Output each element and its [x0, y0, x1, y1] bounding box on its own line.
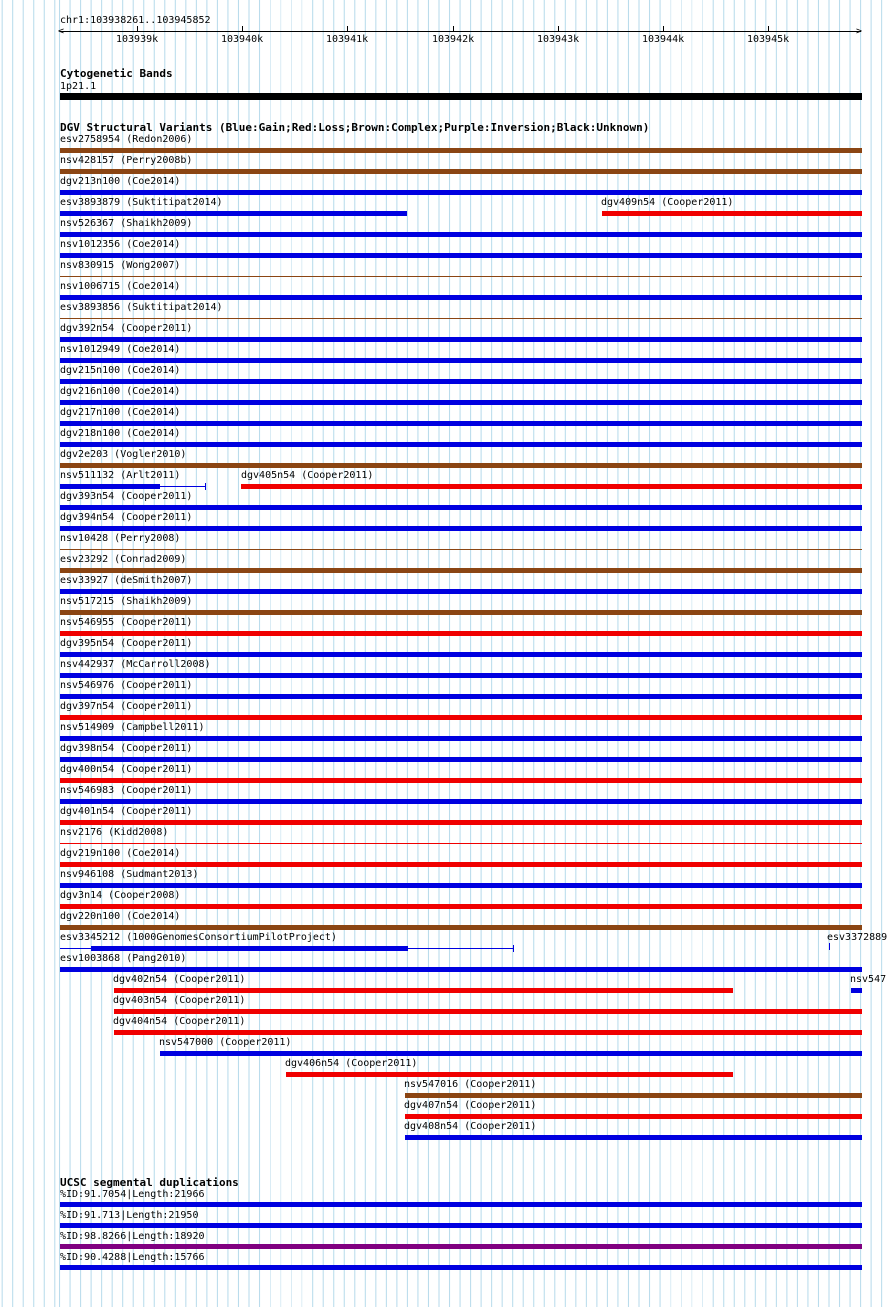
ruler-tick-label: 103944k [642, 34, 685, 45]
variant-label[interactable]: nsv946108 (Sudmant2013) [60, 869, 199, 880]
variant-bar[interactable] [60, 211, 407, 216]
variant-bar[interactable] [60, 904, 862, 909]
variant-bar[interactable] [405, 1135, 862, 1140]
variant-bar[interactable] [60, 549, 862, 550]
variant-label[interactable]: nsv546955 (Cooper2011) [60, 617, 193, 628]
variant-label[interactable]: nsv514909 (Campbell2011) [60, 722, 205, 733]
variant-end-tick [513, 945, 514, 952]
variant-bar[interactable] [60, 463, 862, 468]
variant-bar[interactable] [114, 1030, 862, 1035]
variant-label[interactable]: dgv407n54 (Cooper2011) [404, 1100, 537, 1111]
variant-label[interactable]: nsv546983 (Cooper2011) [60, 785, 193, 796]
variant-bar[interactable] [114, 988, 733, 993]
ruler-tick [558, 26, 559, 32]
cytoband-track-title[interactable]: Cytogenetic Bands [60, 67, 173, 80]
variant-bar[interactable] [60, 799, 862, 804]
variant-label[interactable]: nsv526367 (Shaikh2009) [60, 218, 193, 229]
variant-bar[interactable] [60, 190, 862, 195]
variant-label[interactable]: dgv217n100 (Coe2014) [60, 407, 181, 418]
segdup-bar[interactable] [60, 1223, 862, 1228]
variant-bar[interactable] [114, 1009, 862, 1014]
variant-bar[interactable] [60, 778, 862, 783]
variant-label[interactable]: dgv3n14 (Cooper2008) [60, 890, 181, 901]
variant-bar[interactable] [60, 232, 862, 237]
variant-label[interactable]: nsv517215 (Shaikh2009) [60, 596, 193, 607]
variant-bar[interactable] [60, 421, 862, 426]
variant-label[interactable]: esv3345212 (1000GenomesConsortiumPilotProject) [60, 932, 337, 943]
variant-label[interactable]: dgv394n54 (Cooper2011) [60, 512, 193, 523]
variant-label[interactable]: nsv547016 (Cooper2011) [404, 1079, 537, 1090]
segdup-label[interactable]: %ID:91.7054|Length:21966 [60, 1189, 205, 1200]
variant-bar[interactable] [60, 967, 862, 972]
segdup-bar[interactable] [60, 1265, 862, 1270]
variant-bar[interactable] [60, 715, 862, 720]
dgv-track-title[interactable]: DGV Structural Variants (Blue:Gain;Red:Loss;Brown:Complex;Purple:Inversion;Black:Unknown) [60, 121, 650, 134]
variant-label[interactable]: esv3893856 (Suktitipat2014) [60, 302, 223, 313]
variant-label[interactable]: dgv400n54 (Cooper2011) [60, 764, 193, 775]
variant-label[interactable]: dgv218n100 (Coe2014) [60, 428, 181, 439]
variant-bar[interactable] [60, 526, 862, 531]
variant-label[interactable]: dgv406n54 (Cooper2011) [285, 1058, 418, 1069]
variant-bar[interactable] [60, 673, 862, 678]
variant-bar[interactable] [60, 253, 862, 258]
ruler-left-arrow-icon: < [58, 26, 65, 37]
variant-bar[interactable] [60, 736, 862, 741]
variant-label[interactable]: dgv213n100 (Coe2014) [60, 176, 181, 187]
variant-label[interactable]: dgv220n100 (Coe2014) [60, 911, 181, 922]
variant-bar[interactable] [60, 505, 862, 510]
variant-connector [160, 486, 205, 487]
ruler-tick-label: 103945k [747, 34, 790, 45]
variant-bar[interactable] [286, 1072, 733, 1077]
variant-label[interactable]: dgv397n54 (Cooper2011) [60, 701, 193, 712]
variant-label[interactable]: dgv408n54 (Cooper2011) [404, 1121, 537, 1132]
variant-label[interactable]: esv3372889 [827, 932, 888, 943]
ruler-axis [60, 31, 861, 32]
variant-bar[interactable] [60, 631, 862, 636]
variant-label[interactable]: dgv219n100 (Coe2014) [60, 848, 181, 859]
variant-label[interactable]: dgv215n100 (Coe2014) [60, 365, 181, 376]
variant-bar[interactable] [60, 820, 862, 825]
variant-label[interactable]: nsv1012949 (Coe2014) [60, 344, 181, 355]
variant-bar[interactable] [60, 883, 862, 888]
variant-end-tick [205, 483, 206, 490]
variant-label[interactable]: dgv403n54 (Cooper2011) [113, 995, 246, 1006]
segdup-track-title[interactable]: UCSC segmental duplications [60, 1176, 239, 1189]
location-label: chr1:103938261..103945852 [60, 15, 211, 26]
variant-label[interactable]: dgv2e203 (Vogler2010) [60, 449, 187, 460]
variant-bar[interactable] [851, 988, 862, 993]
variant-bar[interactable] [241, 484, 862, 489]
variant-bar[interactable] [60, 318, 862, 319]
cytoband-bar[interactable] [60, 93, 862, 100]
ruler-tick [453, 26, 454, 32]
segdup-bar[interactable] [60, 1244, 862, 1249]
variant-bar[interactable] [829, 943, 830, 950]
variant-connector [60, 948, 91, 949]
segdup-bar[interactable] [60, 1202, 862, 1207]
variant-bar[interactable] [405, 1114, 862, 1119]
ruler-tick [347, 26, 348, 32]
variant-connector [408, 948, 513, 949]
variant-bar[interactable] [60, 148, 862, 153]
variant-label[interactable]: nsv1012356 (Coe2014) [60, 239, 181, 250]
variant-bar[interactable] [60, 379, 862, 384]
variant-label[interactable]: nsv10428 (Perry2008) [60, 533, 181, 544]
variant-bar[interactable] [91, 946, 408, 951]
segdup-label[interactable]: %ID:98.8266|Length:18920 [60, 1231, 205, 1242]
variant-label[interactable]: dgv409n54 (Cooper2011) [601, 197, 734, 208]
variant-bar[interactable] [60, 694, 862, 699]
ruler-tick-label: 103941k [326, 34, 369, 45]
variant-label[interactable]: dgv405n54 (Cooper2011) [241, 470, 374, 481]
variant-label[interactable]: nsv830915 (Wong2007) [60, 260, 181, 271]
segdup-label[interactable]: %ID:90.4288|Length:15766 [60, 1252, 205, 1263]
variant-label[interactable]: esv1003868 (Pang2010) [60, 953, 187, 964]
variant-bar[interactable] [60, 358, 862, 363]
variant-label[interactable]: dgv395n54 (Cooper2011) [60, 638, 193, 649]
ruler-tick-label: 103943k [537, 34, 580, 45]
variant-bar[interactable] [60, 568, 862, 573]
variant-label[interactable]: esv3893879 (Suktitipat2014) [60, 197, 223, 208]
variant-bar[interactable] [60, 400, 862, 405]
variant-label[interactable]: nsv546976 (Cooper2011) [60, 680, 193, 691]
variant-label[interactable]: dgv404n54 (Cooper2011) [113, 1016, 246, 1027]
variant-label[interactable]: esv2758954 (Redon2006) [60, 134, 193, 145]
variant-label[interactable]: nsv428157 (Perry2008b) [60, 155, 193, 166]
ruler-tick [137, 26, 138, 32]
variant-label[interactable]: nsv1006715 (Coe2014) [60, 281, 181, 292]
variant-label[interactable]: dgv398n54 (Cooper2011) [60, 743, 193, 754]
variant-label[interactable]: dgv401n54 (Cooper2011) [60, 806, 193, 817]
variant-bar[interactable] [60, 337, 862, 342]
segdup-label[interactable]: %ID:91.713|Length:21950 [60, 1210, 199, 1221]
ruler-tick-label: 103939k [116, 34, 159, 45]
ruler-tick-label: 103942k [432, 34, 475, 45]
ruler-tick [242, 26, 243, 32]
variant-label[interactable]: nsv547 [850, 974, 887, 985]
variant-label[interactable]: dgv393n54 (Cooper2011) [60, 491, 193, 502]
variant-label[interactable]: dgv402n54 (Cooper2011) [113, 974, 246, 985]
variant-bar[interactable] [160, 1051, 862, 1056]
ruler-right-arrow-icon: > [856, 26, 863, 37]
variant-label[interactable]: nsv2176 (Kidd2008) [60, 827, 169, 838]
variant-label[interactable]: dgv392n54 (Cooper2011) [60, 323, 193, 334]
variant-bar[interactable] [60, 652, 862, 657]
ruler-tick [663, 26, 664, 32]
cytoband-label[interactable]: 1p21.1 [60, 81, 97, 92]
variant-bar[interactable] [60, 276, 862, 277]
variant-label[interactable]: nsv442937 (McCarroll2008) [60, 659, 211, 670]
variant-bar[interactable] [60, 484, 160, 489]
ruler-tick-label: 103940k [221, 34, 264, 45]
variant-label[interactable]: dgv216n100 (Coe2014) [60, 386, 181, 397]
variant-label[interactable]: esv23292 (Conrad2009) [60, 554, 187, 565]
variant-bar[interactable] [60, 442, 862, 447]
variant-bar[interactable] [60, 843, 862, 844]
ruler-tick [768, 26, 769, 32]
variant-label[interactable]: nsv511132 (Arlt2011) [60, 470, 181, 481]
variant-bar[interactable] [60, 757, 862, 762]
variant-label[interactable]: nsv547000 (Cooper2011) [159, 1037, 292, 1048]
variant-bar[interactable] [60, 295, 862, 300]
variant-bar[interactable] [405, 1093, 862, 1098]
variant-bar[interactable] [602, 211, 862, 216]
variant-bar[interactable] [60, 925, 862, 930]
variant-label[interactable]: esv33927 (deSmith2007) [60, 575, 193, 586]
variant-bar[interactable] [60, 169, 862, 174]
variant-bar[interactable] [60, 862, 862, 867]
variant-bar[interactable] [60, 610, 862, 615]
variant-bar[interactable] [60, 589, 862, 594]
